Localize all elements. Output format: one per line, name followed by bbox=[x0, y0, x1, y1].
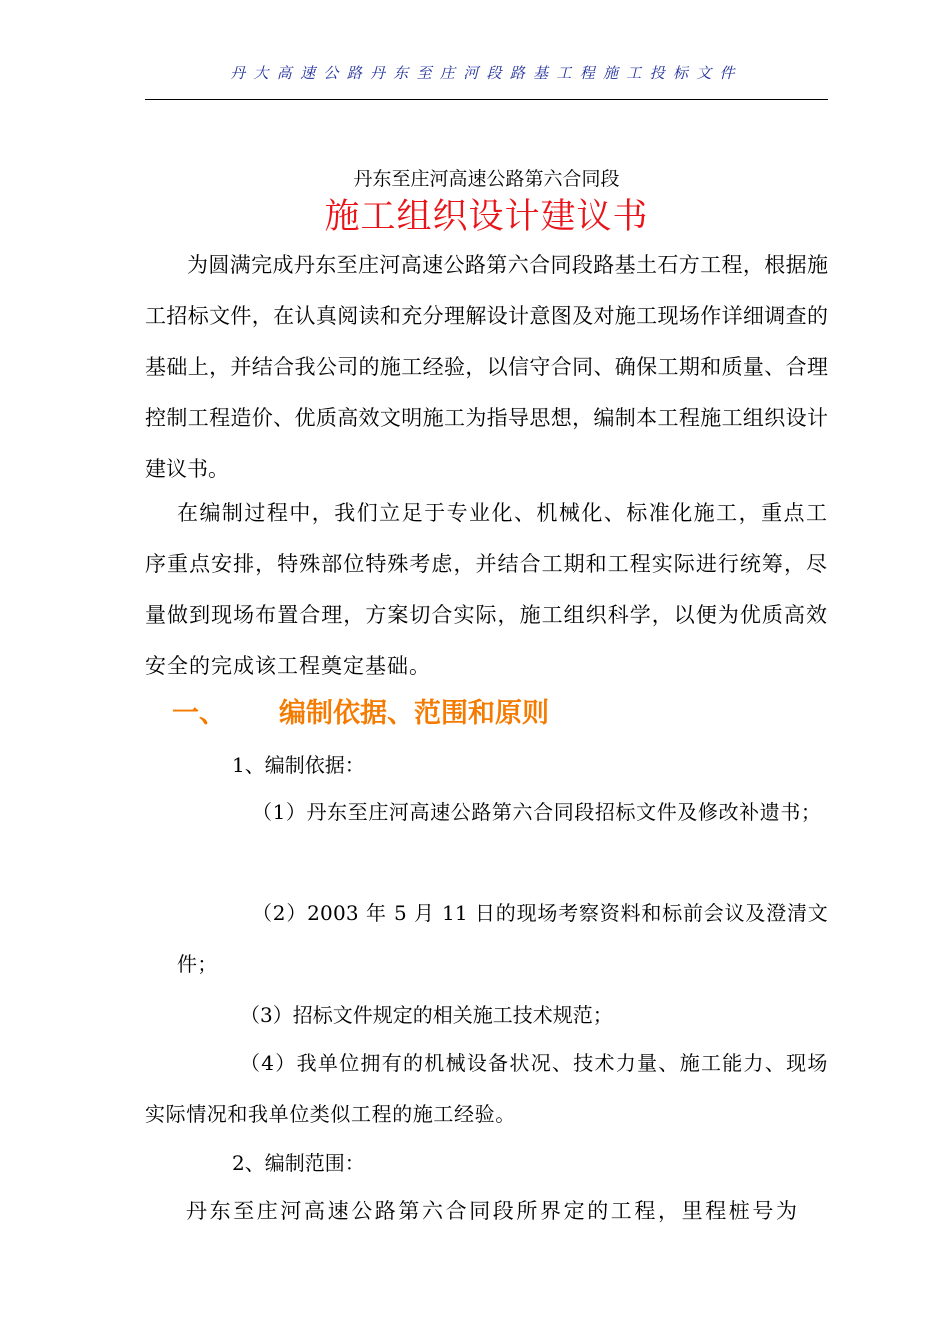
basis-item: （1）丹东至庄河高速公路第六合同段招标文件及修改补遗书； bbox=[252, 800, 822, 824]
section-heading bbox=[172, 694, 549, 734]
header-divider bbox=[145, 99, 828, 100]
basis-heading: 1、编制依据： bbox=[232, 753, 365, 777]
basis-item: （3）招标文件规定的相关施工技术规范； bbox=[240, 1003, 613, 1027]
section-number: 一、 bbox=[172, 698, 226, 729]
scope-paragraph: 丹东至庄河高速公路第六合同段所界定的工程，里程桩号为 bbox=[186, 1199, 800, 1223]
document-subtitle: 丹东至庄河高速公路第六合同段 bbox=[353, 168, 620, 190]
scope-heading: 2、编制范围： bbox=[232, 1151, 365, 1175]
document-title: 施工组织设计建议书 bbox=[324, 197, 649, 237]
basis-item: （4）我单位拥有的机械设备状况、技术力量、施工能力、现场实际情况和我单位类似工程的施工经验。 bbox=[145, 1051, 828, 1126]
intro-paragraph: 为圆满完成丹东至庄河高速公路第六合同段路基土石方工程，根据施工招标文件，在认真阅读和充分理解设计意图及对施工现场作详细调查的基础上，并结合我公司的施工经验，以信守合同、确保工期和质量、合理控制工程造价、优质高效文明施工为指导思想，编制本工程施工组织设计建议书。 bbox=[145, 253, 828, 481]
section-title: 编制依据、范围和原则 bbox=[279, 698, 549, 729]
basis-item: （2）2003 年 5 月 11 日的现场考察资料和标前会议及澄清文件； bbox=[177, 901, 828, 976]
running-header: 丹大高速公路丹东至庄河段路基工程施工投标文件 bbox=[230, 64, 743, 82]
intro-paragraph: 在编制过程中，我们立足于专业化、机械化、标准化施工，重点工序重点安排，特殊部位特殊考虑，并结合工期和工程实际进行统筹，尽量做到现场布置合理，方案切合实际，施工组织科学，以便为优质高效安全的完成该工程奠定基础。 bbox=[145, 501, 828, 678]
